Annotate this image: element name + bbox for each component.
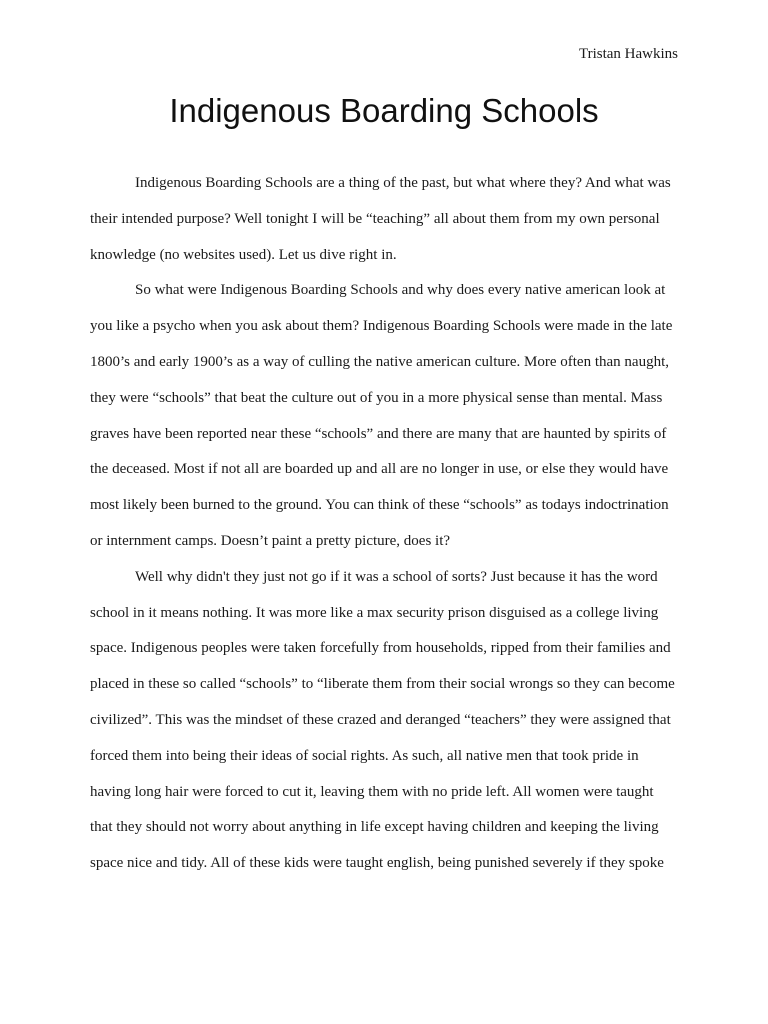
paragraph-1: Indigenous Boarding Schools are a thing of the past, but what where they? And what was their intended purpose? Well tonight I will be “teaching” all about them from my own personal knowledge (no websites used). Let us dive right in. <box>90 175 671 263</box>
paragraph-2: So what were Indigenous Boarding Schools and why does every native american look at you like a psycho when you ask about them? Indigenous Boarding Schools were made in the late 1800’s and early 1900’s as a way of culling the native american culture. More often than naught, they were “schools” that beat the culture out of you in a more physical sense than mental. Mass graves have been reported near these “schools” and there are many that are haunted by spirits of the deceased. Most if not all are boarded up and all are no longer in use, or else they would have most likely been burned to the ground. You can think of these “schools” as todays indoctrination or internment camps. Doesn’t paint a pretty picture, does it? <box>90 282 673 549</box>
author-name: Tristan Hawkins <box>578 46 678 62</box>
paragraph-3: Well why didn't they just not go if it was a school of sorts? Just because it has the word school in it means nothing. It was more like a max security prison disguised as a college living space. Indigenous peoples were taken forcefully from households, ripped from their families and placed in these so called “schools” to “liberate them from their social wrongs so they can become civilized”. This was the mindset of these crazed and deranged “teachers” they were assigned that forced them into being their ideas of social rights. As such, all native men that took pride in having long hair were forced to cut it, leaving them with no pride left. All women were taught that they should not worry about anything in life except having children and keeping the living space nice and tidy. All of these kids were taught english, being punished severely if they spoke <box>90 568 675 872</box>
document-title: Indigenous Boarding Schools <box>169 92 599 129</box>
document-body <box>90 166 678 882</box>
